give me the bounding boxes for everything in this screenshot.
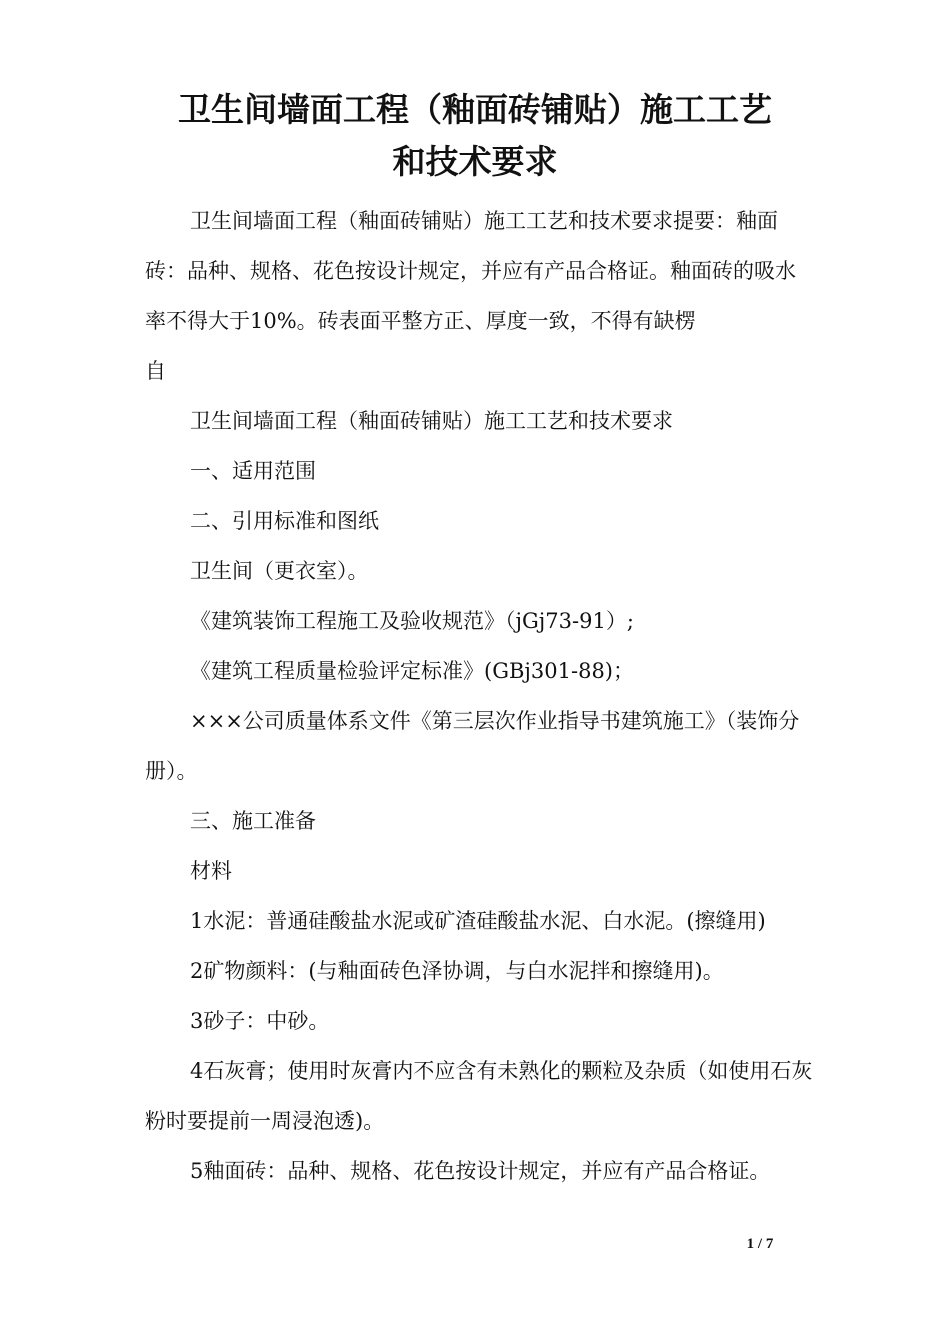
reference-standard-3: ×××公司质量体系文件《第三层次作业指导书建筑施工》（装饰分册）。 (145, 709, 800, 783)
document-body (145, 196, 815, 1196)
reference-standard-1: 《建筑装饰工程施工及验收规范》（jGj73-91）; (190, 609, 634, 633)
section-heading-preparation: 三、施工准备 (190, 809, 316, 833)
page-number: 1 / 7 (746, 1236, 774, 1252)
material-item-4: 4石灰膏；使用时灰膏内不应含有未熟化的颗粒及杂质（如使用石灰粉时要提前一周浸泡透)。 (145, 1059, 813, 1133)
material-item-1: 1水泥：普通硅酸盐水泥或矿渣硅酸盐水泥、白水泥。(擦缝用) (190, 909, 766, 933)
material-item-5: 5釉面砖：品种、规格、花色按设计规定，并应有产品合格证。 (190, 1159, 771, 1183)
reference-standard-2: 《建筑工程质量检验评定标准》(GBj301-88)； (190, 659, 635, 683)
material-item-2: 2矿物颜料：(与釉面砖色泽协调，与白水泥拌和擦缝用)。 (190, 959, 724, 983)
summary-continuation: 自 (145, 359, 166, 383)
material-item-3: 3砂子：中砂。 (190, 1009, 330, 1033)
section-heading-references: 二、引用标准和图纸 (190, 509, 379, 533)
summary-paragraph: 卫生间墙面工程（釉面砖铺贴）施工工艺和技术要求提要：釉面砖：品种、规格、花色按设计规定，并应有产品合格证。釉面砖的吸水率不得大于10%。砖表面平整方正、厚度一致，不得有缺楞 (145, 209, 796, 333)
section-heading-scope: 一、适用范围 (190, 459, 316, 483)
document-title-line-2: 和技术要求 (392, 142, 558, 181)
subheading-materials: 材料 (190, 859, 232, 883)
paragraph-scope-room: 卫生间（更衣室）。 (190, 559, 369, 583)
document-title-line-1: 卫生间墙面工程（釉面砖铺贴）施工工艺 (178, 90, 772, 129)
section-heading-main: 卫生间墙面工程（釉面砖铺贴）施工工艺和技术要求 (190, 409, 673, 433)
